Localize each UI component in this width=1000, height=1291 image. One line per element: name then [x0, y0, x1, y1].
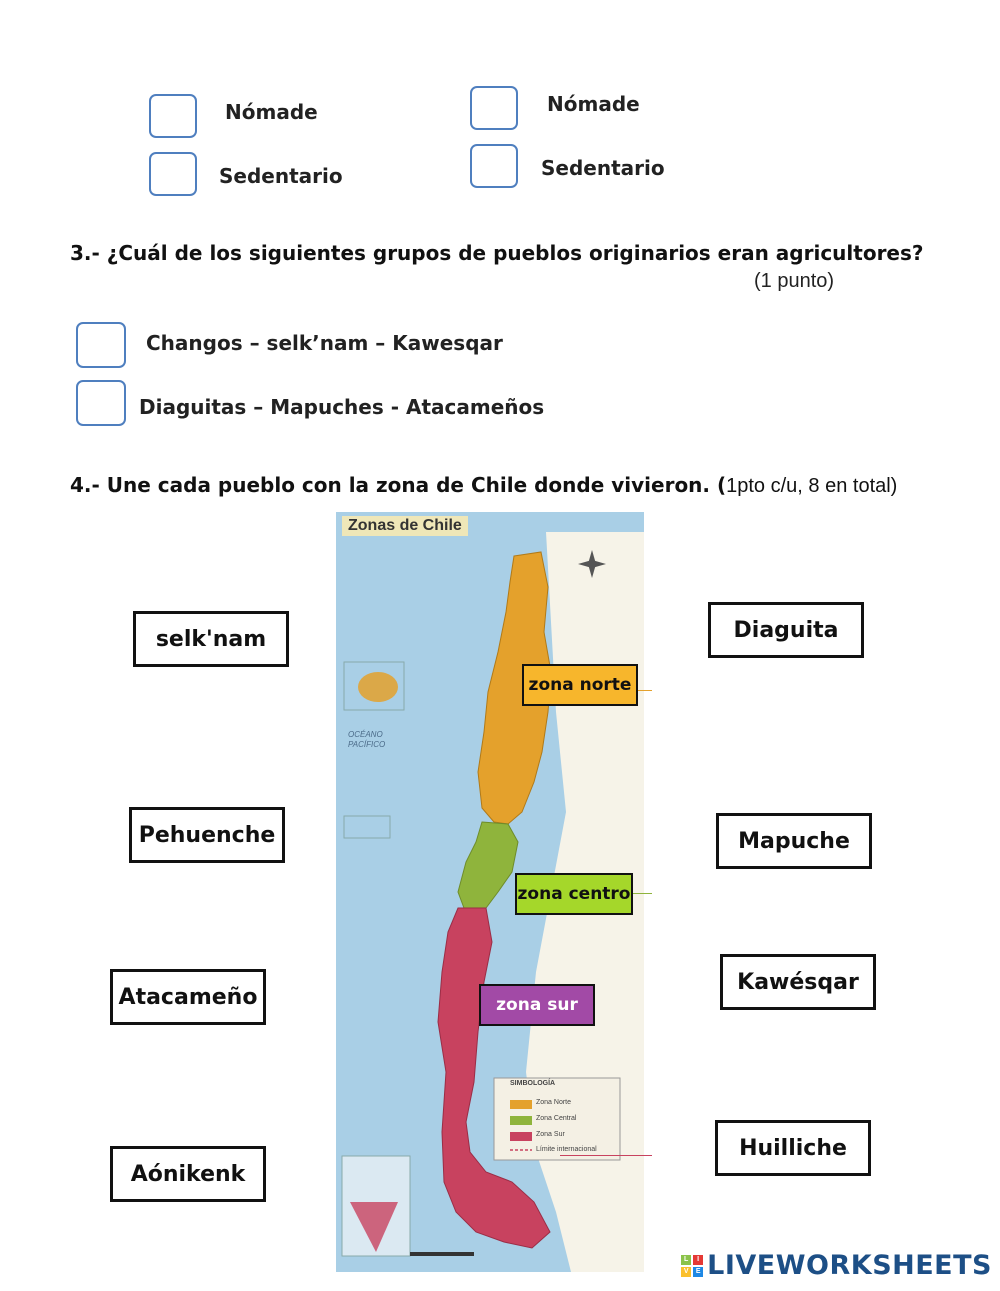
- people-selknam[interactable]: selk'nam: [133, 611, 289, 667]
- q3-option1-checkbox[interactable]: [76, 322, 126, 368]
- q4-question: [70, 473, 897, 498]
- q2-left-nomade-label: Nómade: [225, 100, 318, 124]
- zona-sur-dropzone[interactable]: zona sur: [479, 984, 595, 1026]
- q2-left-nomade-checkbox[interactable]: [149, 94, 197, 138]
- legend-item-sur: Zona Sur: [536, 1131, 565, 1138]
- people-atacameno[interactable]: Atacameño: [110, 969, 266, 1025]
- brand-mark-i: I: [693, 1255, 703, 1265]
- zona-norte-dropzone[interactable]: zona norte: [522, 664, 638, 706]
- people-aonikenk[interactable]: Aónikenk: [110, 1146, 266, 1202]
- q2-right-sedentario-label: Sedentario: [541, 156, 665, 180]
- q2-left-sedentario-checkbox[interactable]: [149, 152, 197, 196]
- liveworksheets-mark-icon: [681, 1255, 703, 1277]
- people-pehuenche[interactable]: Pehuenche: [129, 807, 285, 863]
- q2-right-sedentario-checkbox[interactable]: [470, 144, 518, 188]
- zona-centro-dropzone[interactable]: zona centro: [515, 873, 633, 915]
- legend-item-centro: Zona Central: [536, 1115, 577, 1122]
- q2-right-nomade-label: Nómade: [547, 92, 640, 116]
- q3-option2-label: Diaguitas – Mapuches - Atacameños: [139, 395, 545, 419]
- people-kawesqar[interactable]: Kawésqar: [720, 954, 876, 1010]
- q4-question-text: 4.- Une cada pueblo con la zona de Chile donde vivieron. (: [70, 473, 727, 497]
- q4-points: 1pto c/u, 8 en total): [726, 475, 898, 497]
- q2-right-nomade-checkbox[interactable]: [470, 86, 518, 130]
- zona-norte-connector: [636, 690, 652, 691]
- people-mapuche[interactable]: Mapuche: [716, 813, 872, 869]
- map-ocean-label: OCÉANO PACÍFICO: [348, 730, 386, 749]
- brand-mark-v: V: [681, 1267, 691, 1277]
- q3-option1-label: Changos – selk’nam – Kawesqar: [146, 331, 503, 355]
- brand-name: LIVEWORKSHEETS: [707, 1250, 992, 1281]
- zona-sur-connector: [560, 1155, 652, 1156]
- zona-centro-connector: [630, 893, 652, 894]
- q3-question: 3.- ¿Cuál de los siguientes grupos de pueblos originarios eran agricultores?: [70, 241, 924, 265]
- people-diaguita[interactable]: Diaguita: [708, 602, 864, 658]
- q3-option2-checkbox[interactable]: [76, 380, 126, 426]
- legend-item-norte: Zona Norte: [536, 1099, 572, 1106]
- liveworksheets-logo: [681, 1250, 992, 1281]
- people-huilliche[interactable]: Huilliche: [715, 1120, 871, 1176]
- map-title: Zonas de Chile: [342, 516, 468, 536]
- brand-mark-e: E: [693, 1267, 703, 1277]
- legend-title: SIMBOLOGÍA: [510, 1080, 556, 1087]
- q2-left-sedentario-label: Sedentario: [219, 164, 343, 188]
- q3-points: (1 punto): [754, 270, 835, 292]
- legend-item-limite: Límite internacional: [536, 1146, 597, 1153]
- brand-mark-l: L: [681, 1255, 691, 1265]
